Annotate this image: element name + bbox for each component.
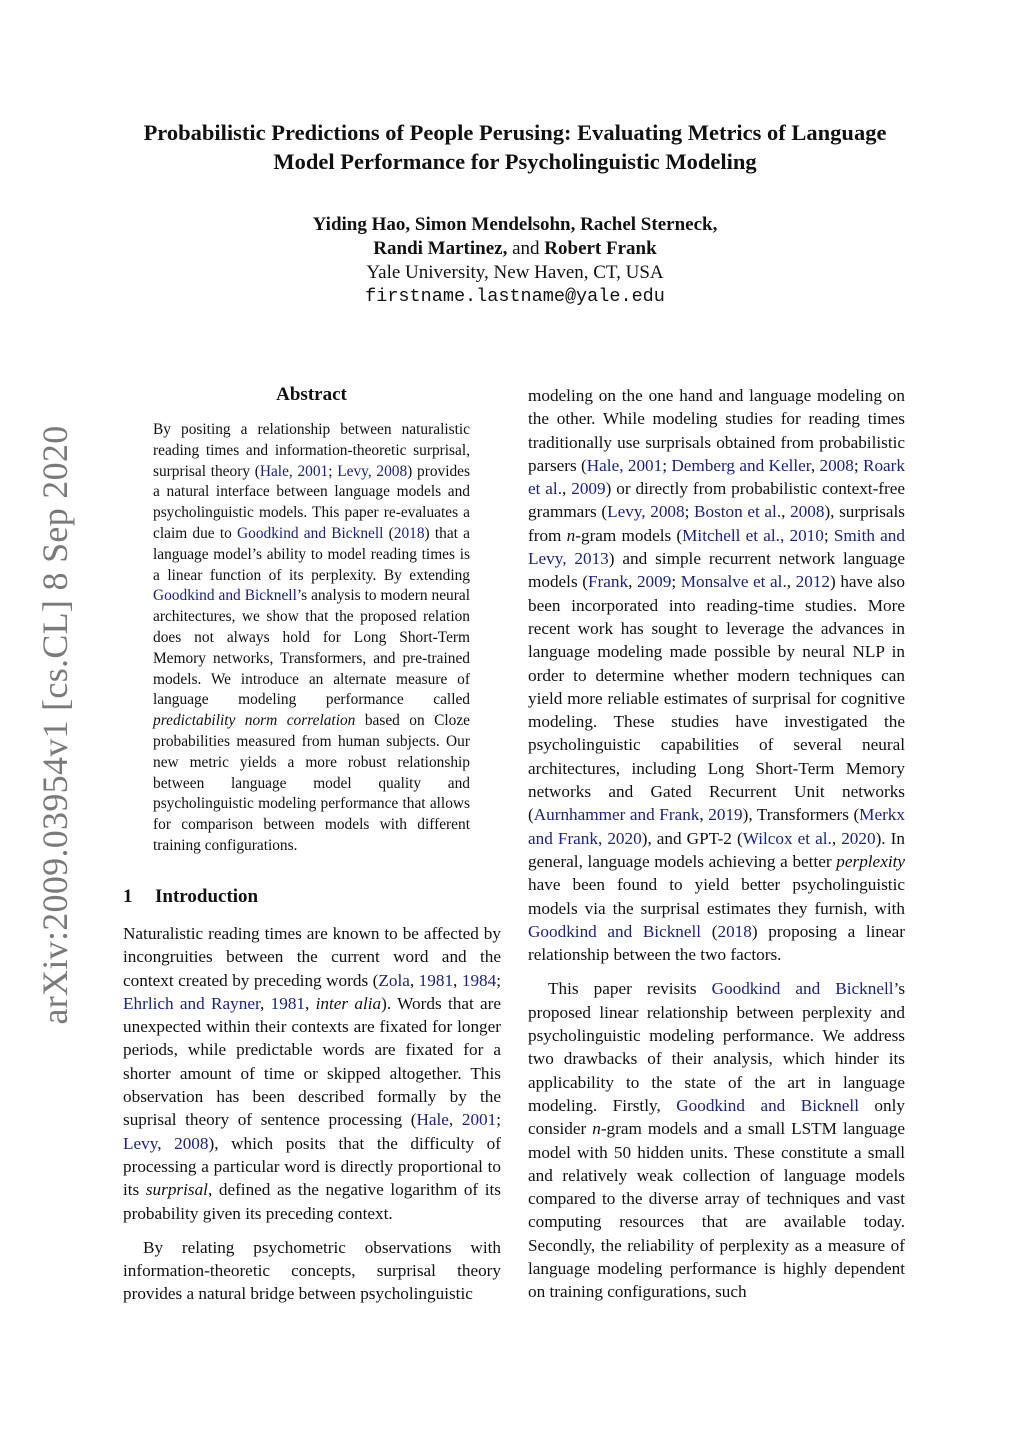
author-block (120, 213, 910, 309)
citation-link[interactable]: 2009 (636, 572, 672, 592)
citation-link[interactable]: Mitchell et al., 2010 (682, 525, 824, 545)
section-number: 1 (123, 886, 133, 907)
abstract-text: ) provides a natural interface between language models and psycholinguistic models. This paper re-evaluates a claim due to (153, 462, 470, 542)
citation-link[interactable]: 2019 (708, 805, 743, 825)
citation-link[interactable]: Ehrlich and Rayner (123, 993, 260, 1013)
body-text: modeling on the one hand and language modeling on the other. While modeling studies for reading times traditionally use surprisals obtained from probabilistic parsers ( (528, 386, 905, 475)
citation-link[interactable]: Roark et al. (528, 455, 906, 499)
intro-paragraph-2-cont (528, 384, 905, 966)
citation-link[interactable]: 1981 (270, 993, 305, 1013)
citation-link[interactable]: 2009 (571, 479, 606, 499)
body-emphasis: surprisal (145, 1180, 208, 1200)
abstract-text: ( (383, 524, 394, 542)
citation-link[interactable]: Hale, 2001 (259, 462, 329, 480)
citation-link[interactable]: Hale, 2001 (416, 1110, 497, 1130)
body-text: Naturalistic reading times are known to be affected by incongruities between the current word and the context created by preceding words ( (123, 924, 501, 990)
citation-link[interactable]: Merkx and Frank, 2020 (528, 805, 905, 848)
citation-link[interactable]: Smith and Levy, 2013 (528, 525, 905, 569)
body-text: -gram models ( (575, 525, 683, 545)
body-text: , defined as the negative logarithm of its probability given its preceding context. (123, 1180, 501, 1223)
body-text: , (260, 993, 271, 1013)
citation-link[interactable]: Goodkind and Bicknell (676, 1095, 859, 1115)
body-text: have been found to yield better psycholinguistic models via the surprisal estimates they furnish, with (528, 875, 905, 918)
body-text: ) and simple recurrent network language models ( (528, 549, 906, 592)
citation-link[interactable]: Aurnhammer and Frank (533, 805, 700, 825)
author-line-1 (120, 213, 910, 237)
citation-link[interactable]: 1981 (418, 970, 454, 990)
body-text: ), surprisals from (528, 502, 905, 545)
arxiv-identifier: arXiv:2009.03954v1 [cs.CL] 8 Sep 2020 (35, 425, 75, 1025)
citation-link[interactable]: Goodkind and Bicknell (237, 524, 384, 542)
body-text: ), which posits that the difficulty of processing a particular word is directly proportional to its (123, 1133, 502, 1200)
body-text: ), Transformers ( (742, 805, 860, 825)
body-text: ) proposing a linear relationship between the two factors. (528, 921, 905, 965)
body-text: , (781, 502, 791, 522)
abstract-text: based on Cloze probabilities measured from human subjects. Our new metric yields a more robust relationship between language model quality and psycholinguistic modeling performance that allows for comparison between models with different training configurations. (153, 712, 471, 854)
body-text: ; (671, 572, 681, 592)
body-emphasis: inter alia (315, 993, 382, 1013)
author-name-frank: Robert Frank (544, 238, 657, 259)
section-heading-introduction (123, 885, 503, 909)
citation-link[interactable]: 2018 (393, 524, 425, 542)
citation-link[interactable]: 2008 (819, 455, 854, 475)
body-text: ; (496, 970, 501, 990)
intro-paragraph-3 (528, 977, 905, 1303)
citation-link[interactable]: Wilcox et al. (742, 828, 832, 848)
citation-link[interactable]: Hale, 2001 (586, 455, 663, 475)
citation-link[interactable]: 2008 (790, 502, 825, 522)
abstract-text: ; (328, 462, 338, 480)
author-name-martinez: Randi Martinez, (373, 238, 508, 259)
body-text: ; (496, 1110, 502, 1130)
body-text: , (786, 572, 796, 592)
body-text: only consider (528, 1095, 905, 1139)
body-text: ). In general, language models achieving a better (528, 828, 905, 871)
citation-link[interactable]: Goodkind and Bicknell (528, 921, 702, 941)
citation-link[interactable]: Zola (378, 970, 410, 990)
body-text: , (305, 993, 316, 1013)
body-emphasis: n (592, 1119, 601, 1139)
body-text: ; (823, 525, 834, 545)
citation-link[interactable]: 2018 (717, 921, 752, 941)
intro-left-column (123, 922, 501, 1306)
section-title: Introduction (155, 886, 259, 907)
intro-paragraph-2: By relating psychometric observations with information-theoretic concepts, surprisal theory provides a natural bridge between psycholinguistic (123, 1237, 501, 1304)
author-names-1: Yiding Hao, Simon Mendelsohn, Rachel Sterneck, (312, 214, 718, 235)
body-text: , (562, 479, 572, 499)
author-and: and (512, 238, 540, 259)
body-text: , (628, 572, 637, 592)
body-text: ), and GPT-2 ( (641, 828, 743, 848)
citation-link[interactable]: Demberg and Keller (671, 455, 811, 475)
author-email: firstname.lastname@yale.edu (365, 286, 665, 307)
intro-right-column (528, 384, 905, 1304)
citation-link[interactable]: Levy, 2008 (607, 502, 685, 522)
body-emphasis: n (566, 525, 576, 545)
body-text: , (409, 970, 419, 990)
body-text: ; (684, 502, 695, 522)
body-text: This paper revisits (548, 979, 712, 999)
abstract-text: ) that a language model’s ability to model reading times is a linear function of its perplexity. By extending (153, 524, 470, 584)
body-text: ; (853, 455, 863, 475)
body-text: , (810, 455, 820, 475)
body-text: , (699, 805, 709, 825)
citation-link[interactable]: 2012 (795, 572, 831, 592)
abstract-heading: Abstract (276, 384, 347, 405)
author-line-2 (120, 237, 910, 261)
citation-link[interactable]: Levy, 2008 (337, 462, 408, 480)
citation-link[interactable]: Levy, 2008 (123, 1133, 209, 1153)
body-text: , (453, 970, 462, 990)
body-emphasis: perplexity (836, 851, 905, 871)
body-text: ) have also been incorporated into reading-time studies. More recent work has sought to leverage the advances in language modeling made possible by neural NLP in order to determine whether modern techniques can yield more reliable estimates of surprisal for cognitive modeling. These studies have investigated the psycholinguistic capabilities of several neural architectures, including Long Short-Term Memory networks and Gated Recurrent Unit networks ( (528, 572, 906, 825)
citation-link[interactable]: 1984 (461, 970, 497, 990)
affiliation: Yale University, New Haven, CT, USA (366, 262, 664, 283)
body-text: ’s proposed linear relationship between perplexity and psycholinguistic modeling performance. We address two drawbacks of their analysis, which hinder its applicability to the state of the art in language modeling. Firstly, (528, 979, 906, 1115)
abstract-text: By positing a relationship between naturalistic reading times and information-theoretic surprisal, surprisal theory ( (153, 421, 470, 480)
citation-link[interactable]: Goodkind and Bicknell (711, 979, 894, 999)
body-text: ) or directly from probabilistic context-free grammars ( (528, 479, 905, 522)
body-text: ; (662, 455, 672, 475)
abstract-emphasis: predictability norm correlation (153, 712, 356, 730)
citation-link[interactable]: 2020 (841, 828, 876, 848)
intro-paragraph-1 (123, 922, 501, 1225)
paper-title: Probabilistic Predictions of People Perusing: Evaluating Metrics of Language Model Performance for Psycholinguistic Modeling (143, 120, 887, 174)
body-text: ( (701, 921, 718, 941)
citation-link[interactable]: Goodkind and Bicknell (153, 587, 297, 605)
abstract-body (153, 420, 470, 857)
body-text: -gram models and a small LSTM language model with 50 hidden units. These constitute a small and relatively weak collection of language models compared to the diverse array of techniques and vast computing resources that are available today. Secondly, the reliability of perplexity as a measure of language modeling performance is highly dependent on training configurations, such (528, 1119, 905, 1302)
body-text: , (831, 828, 842, 848)
body-text: ). Words that are unexpected within their contexts are fixated for longer periods, while predictable words are fixated for a shorter amount of time or skipped altogether. This observation has been described formally by the suprisal theory of sentence processing ( (123, 993, 502, 1130)
abstract-text: ’s analysis to modern neural architectures, we show that the proposed relation does not always hold for Long Short-Term Memory networks, Transformers, and pre-trained models. We introduce an alternate measure of language modeling performance called (153, 587, 470, 709)
citation-link[interactable]: Frank (587, 572, 629, 592)
citation-link[interactable]: Monsalve et al. (680, 572, 787, 592)
citation-link[interactable]: Boston et al. (694, 502, 782, 522)
